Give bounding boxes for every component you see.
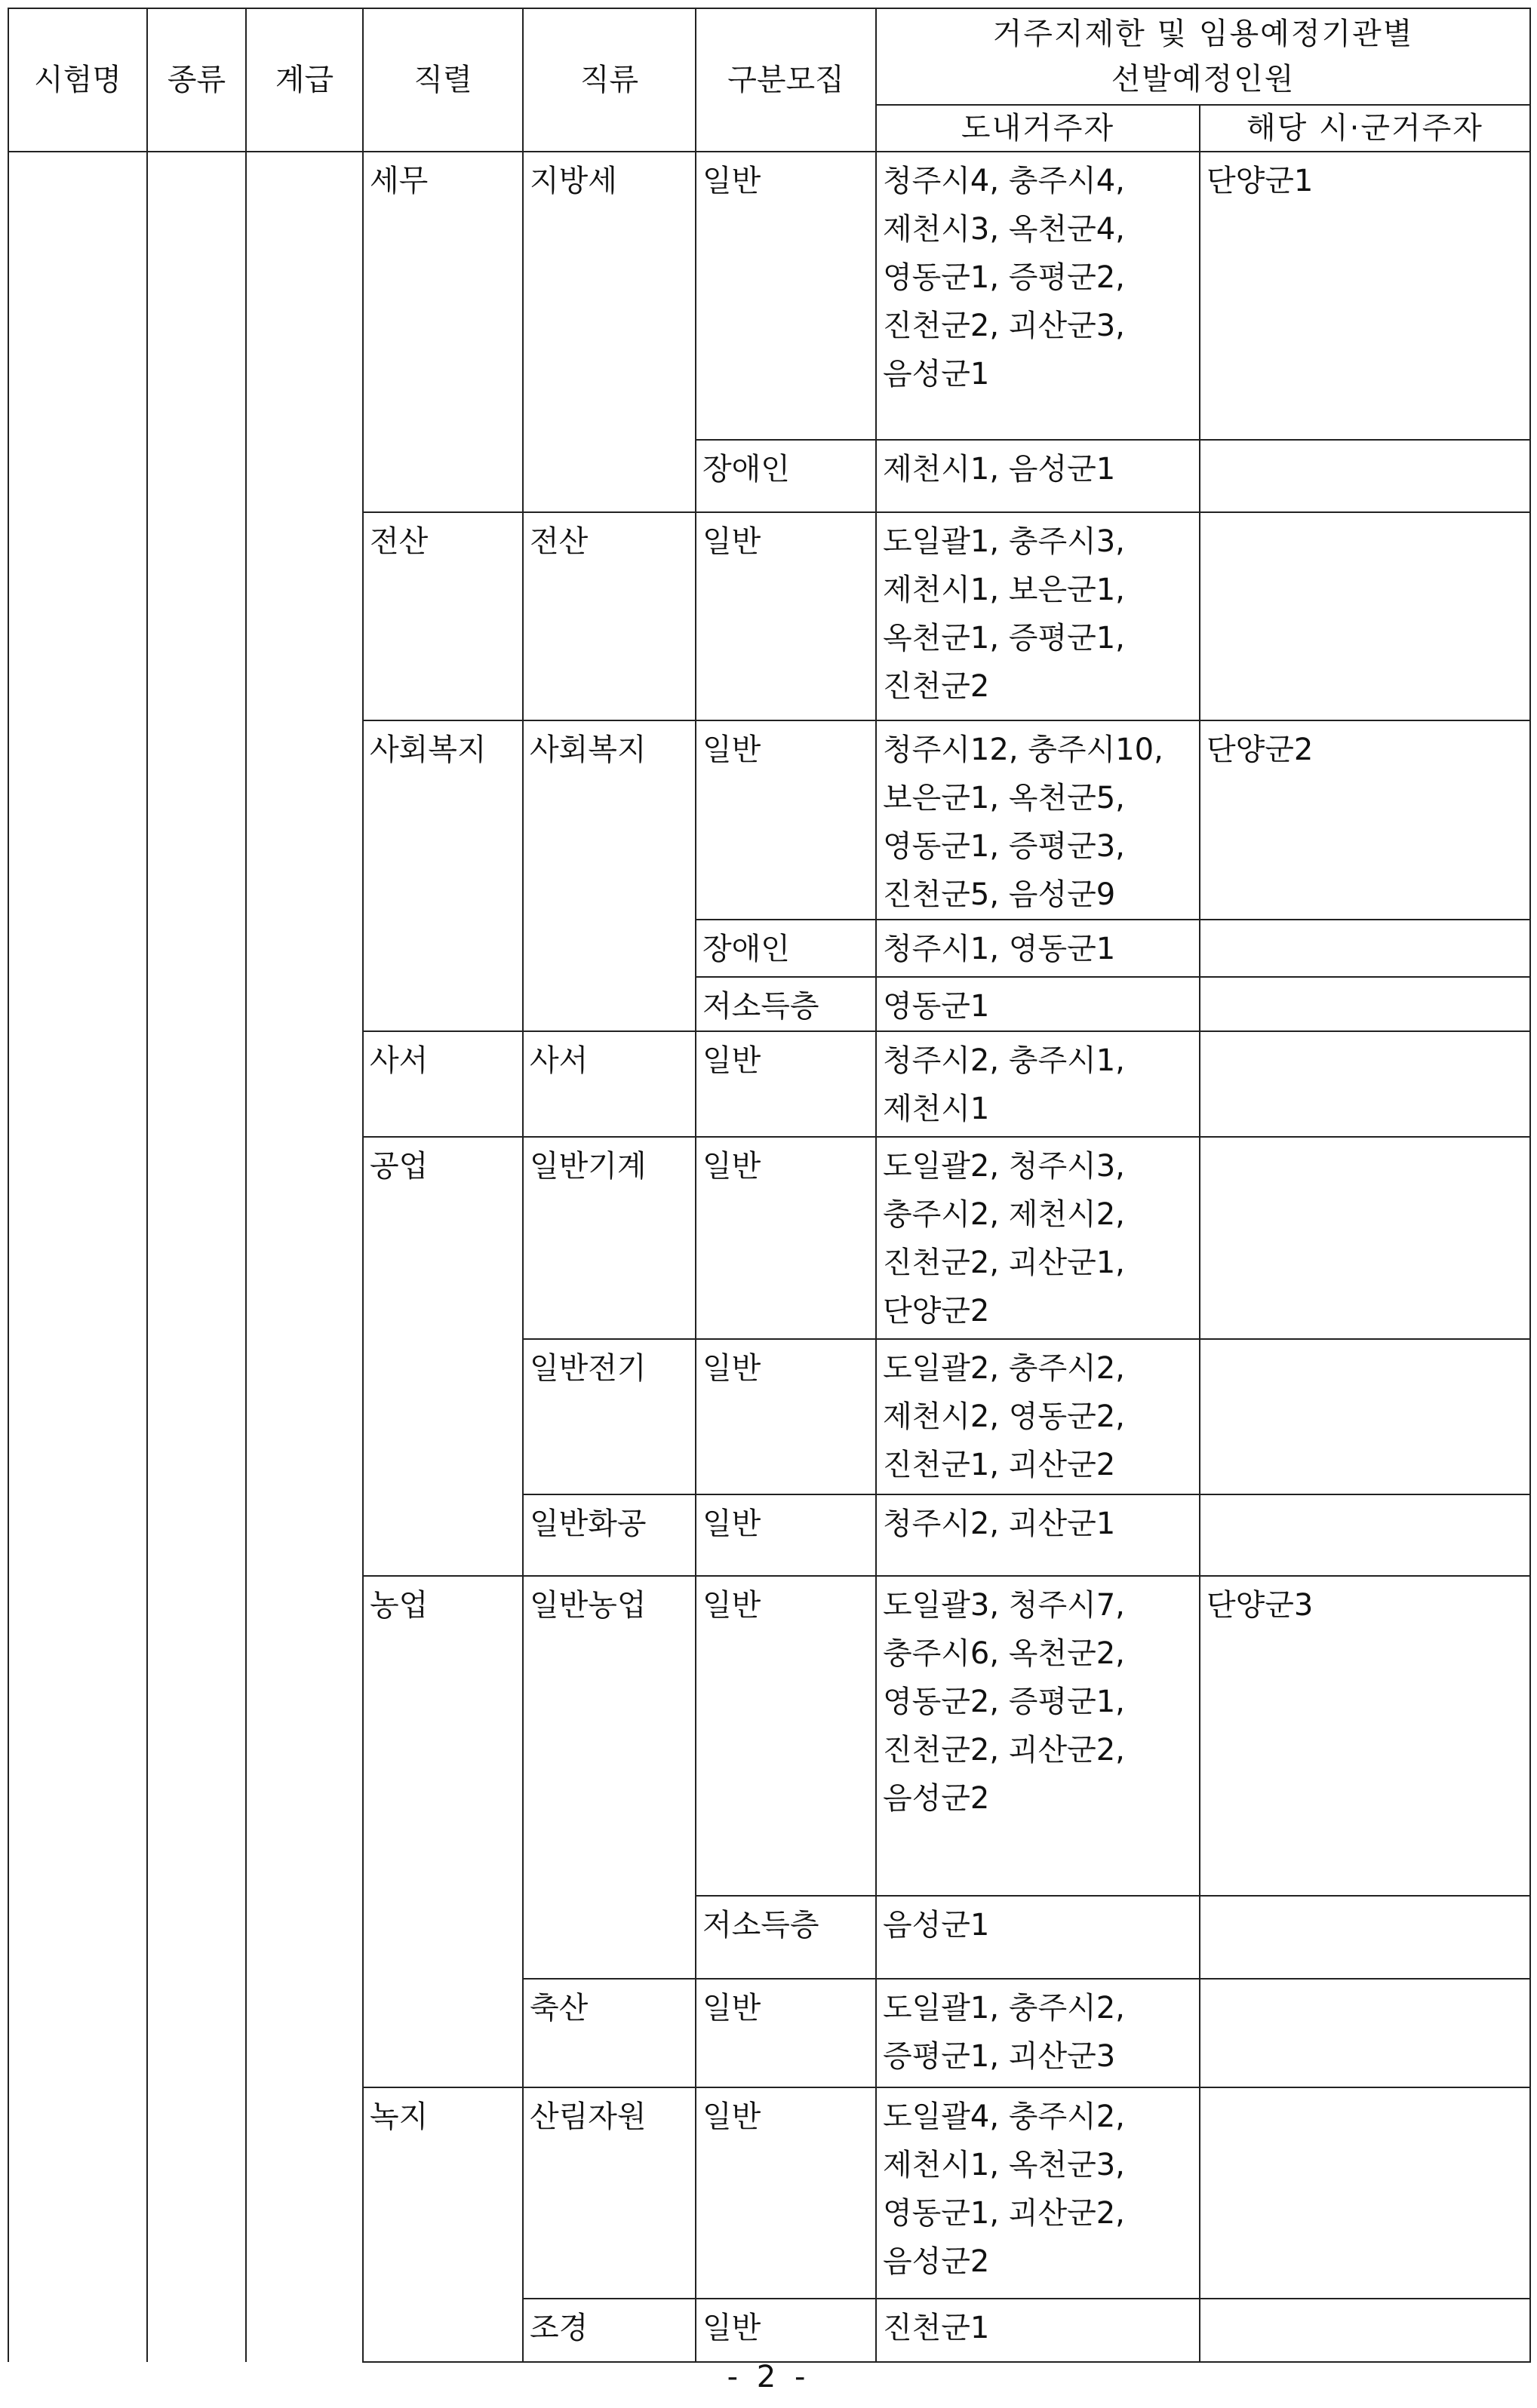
category-cell: 일반화공: [523, 1494, 696, 1576]
recruit-cell: 일반: [696, 152, 876, 440]
in-province-cell: 청주시2, 괴산군1: [876, 1494, 1200, 1576]
recruit-cell: 일반: [696, 720, 876, 920]
local-resident-cell: [1200, 1979, 1530, 2087]
series-cell: 세무: [363, 152, 523, 512]
local-resident-cell: [1200, 920, 1530, 977]
local-resident-cell: [1200, 2299, 1530, 2362]
series-cell: 농업: [363, 1576, 523, 2087]
series-cell: 전산: [363, 512, 523, 720]
recruit-cell: 장애인: [696, 440, 876, 512]
category-cell: 조경: [523, 2299, 696, 2362]
recruit-cell: 일반: [696, 1494, 876, 1576]
recruit-cell: 저소득층: [696, 1896, 876, 1979]
category-cell: 축산: [523, 1979, 696, 2087]
in-province-cell: 청주시2, 충주시1, 제천시1: [876, 1031, 1200, 1137]
series-cell: 공업: [363, 1137, 523, 1576]
in-province-cell: 음성군1: [876, 1896, 1200, 1979]
local-resident-cell: [1200, 1339, 1530, 1494]
series-cell: 녹지: [363, 2087, 523, 2362]
recruit-cell: 장애인: [696, 920, 876, 977]
series-cell: 사회복지: [363, 720, 523, 1031]
type-cell: [147, 152, 246, 2362]
local-resident-cell: [1200, 1494, 1530, 1576]
local-resident-cell: [1200, 440, 1530, 512]
category-cell: 일반기계: [523, 1137, 696, 1339]
in-province-cell: 진천군1: [876, 2299, 1200, 2362]
local-resident-cell: [1200, 1031, 1530, 1137]
header-category: 직류: [523, 8, 696, 152]
in-province-cell: 청주시1, 영동군1: [876, 920, 1200, 977]
in-province-cell: 도일괄4, 충주시2, 제천시1, 옥천군3, 영동군1, 괴산군2, 음성군2: [876, 2087, 1200, 2299]
grade-cell: [246, 152, 363, 2362]
recruit-cell: 일반: [696, 1979, 876, 2087]
in-province-cell: 영동군1: [876, 977, 1200, 1031]
recruit-cell: 일반: [696, 512, 876, 720]
header-series: 직렬: [363, 8, 523, 152]
category-cell: 산림자원: [523, 2087, 696, 2299]
local-resident-cell: 단양군2: [1200, 720, 1530, 920]
table-row: [8, 152, 1530, 440]
recruitment-table: [8, 8, 1531, 2363]
in-province-cell: 도일괄2, 청주시3, 충주시2, 제천시2, 진천군2, 괴산군1, 단양군2: [876, 1137, 1200, 1339]
category-cell: 일반전기: [523, 1339, 696, 1494]
recruit-cell: 일반: [696, 1031, 876, 1137]
local-resident-cell: 단양군3: [1200, 1576, 1530, 1896]
local-resident-cell: [1200, 1896, 1530, 1979]
in-province-cell: 도일괄3, 청주시7, 충주시6, 옥천군2, 영동군2, 증평군1, 진천군2, 괴산군2, 음성군2: [876, 1576, 1200, 1896]
category-cell: 지방세: [523, 152, 696, 512]
local-resident-cell: 단양군1: [1200, 152, 1530, 440]
exam-name-cell: [8, 152, 147, 2362]
in-province-cell: 제천시1, 음성군1: [876, 440, 1200, 512]
in-province-cell: 청주시12, 충주시10, 보은군1, 옥천군5, 영동군1, 증평군3, 진천군5, 음성군9: [876, 720, 1200, 920]
page-number: - 2 -: [727, 2360, 810, 2394]
recruit-cell: 일반: [696, 1137, 876, 1339]
local-resident-cell: [1200, 977, 1530, 1031]
category-cell: 일반농업: [523, 1576, 696, 1979]
recruit-cell: 일반: [696, 1576, 876, 1896]
header-group-title: 거주지제한 및 임용예정기관별 선발예정인원: [876, 8, 1530, 105]
recruit-cell: 일반: [696, 2299, 876, 2362]
local-resident-cell: [1200, 1137, 1530, 1339]
header-recruit-type: 구분모집: [696, 8, 876, 152]
in-province-cell: 도일괄2, 충주시2, 제천시2, 영동군2, 진천군1, 괴산군2: [876, 1339, 1200, 1494]
series-cell: 사서: [363, 1031, 523, 1137]
category-cell: 사회복지: [523, 720, 696, 1031]
recruit-cell: 일반: [696, 2087, 876, 2299]
header-exam-name: 시험명: [8, 8, 147, 152]
header-local-resident: 해당 시·군거주자: [1200, 105, 1530, 152]
local-resident-cell: [1200, 2087, 1530, 2299]
category-cell: 사서: [523, 1031, 696, 1137]
category-cell: 전산: [523, 512, 696, 720]
local-resident-cell: [1200, 512, 1530, 720]
header-grade: 계급: [246, 8, 363, 152]
recruit-cell: 일반: [696, 1339, 876, 1494]
header-in-province: 도내거주자: [876, 105, 1200, 152]
in-province-cell: 도일괄1, 충주시2, 증평군1, 괴산군3: [876, 1979, 1200, 2087]
in-province-cell: 도일괄1, 충주시3, 제천시1, 보은군1, 옥천군1, 증평군1, 진천군2: [876, 512, 1200, 720]
in-province-cell: 청주시4, 충주시4, 제천시3, 옥천군4, 영동군1, 증평군2, 진천군2, 괴산군3, 음성군1: [876, 152, 1200, 440]
header-type: 종류: [147, 8, 246, 152]
recruit-cell: 저소득층: [696, 977, 876, 1031]
